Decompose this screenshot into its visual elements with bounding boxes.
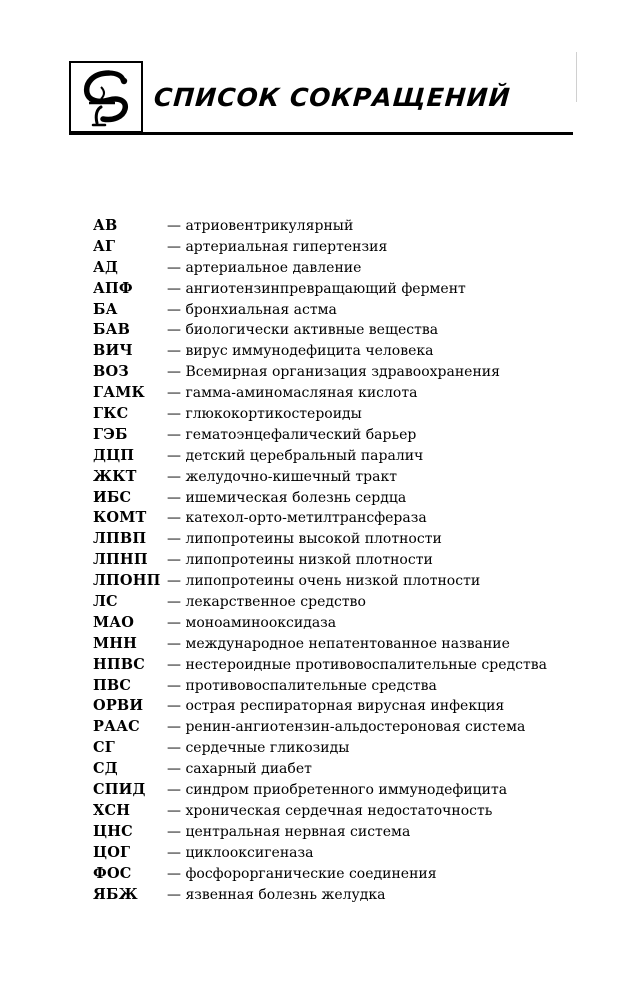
abbreviation-definition: — международное непатентованное название bbox=[167, 635, 510, 652]
list-item bbox=[93, 467, 547, 488]
list-item bbox=[93, 446, 547, 467]
abbreviation-term: ХСН bbox=[93, 801, 131, 819]
abbreviation-term: ПВС bbox=[93, 676, 132, 694]
abbreviation-definition: — атриовентрикулярный bbox=[167, 218, 354, 234]
abbreviation-definition: — ренин-ангиотензин-альдостероновая система bbox=[167, 719, 526, 736]
abbreviation-term: МНН bbox=[93, 634, 138, 652]
page-header bbox=[69, 61, 573, 135]
abbreviation-term: ЛПОНП bbox=[93, 572, 161, 590]
list-item bbox=[93, 216, 547, 237]
abbreviation-term: АВ bbox=[93, 217, 118, 234]
abbreviation-term: ЛПНП bbox=[93, 551, 148, 569]
list-item bbox=[93, 320, 547, 341]
abbreviation-definition: — биологически активные вещества bbox=[167, 322, 439, 339]
abbreviation-term: ЦОГ bbox=[93, 843, 131, 861]
list-item bbox=[93, 362, 547, 383]
abbreviation-term: НПВС bbox=[93, 655, 145, 673]
abbreviation-definition: — синдром приобретенного иммунодефицита bbox=[167, 782, 508, 799]
list-item bbox=[93, 550, 547, 571]
abbreviation-definition: — бронхиальная астма bbox=[167, 301, 337, 318]
list-item bbox=[93, 885, 547, 906]
list-item bbox=[93, 300, 547, 321]
abbreviation-definition: — детский церебральный паралич bbox=[167, 447, 424, 464]
abbreviation-definition: — ишемическая болезнь сердца bbox=[167, 489, 407, 506]
list-item bbox=[93, 676, 547, 697]
abbreviation-definition: — сахарный диабет bbox=[167, 761, 312, 778]
abbreviation-term: ЛС bbox=[93, 593, 118, 611]
list-item bbox=[93, 780, 547, 801]
abbreviation-definition: — центральная нервная система bbox=[167, 823, 411, 840]
list-item bbox=[93, 529, 547, 550]
list-item bbox=[93, 717, 547, 738]
abbreviation-term: РААС bbox=[93, 718, 140, 736]
list-item bbox=[93, 341, 547, 362]
abbreviation-definition: — ангиотензинпревращающий фермент bbox=[167, 280, 466, 297]
abbreviation-term: ЖКТ bbox=[93, 467, 137, 485]
abbreviation-term: ГЭБ bbox=[93, 425, 128, 443]
abbreviation-definition: — противовоспалительные средства bbox=[167, 677, 437, 694]
list-item bbox=[93, 488, 547, 509]
abbreviation-term: ДЦП bbox=[93, 446, 135, 464]
list-item bbox=[93, 571, 547, 592]
abbreviation-term: ОРВИ bbox=[93, 697, 144, 715]
abbreviation-definition: — липопротеины высокой плотности bbox=[167, 531, 442, 548]
header-rule bbox=[69, 132, 573, 135]
page-edge-mark bbox=[576, 52, 577, 102]
list-item bbox=[93, 237, 547, 258]
abbreviation-definition: — фосфорорганические соединения bbox=[167, 865, 437, 882]
abbreviation-term: ИБС bbox=[93, 488, 132, 506]
abbreviation-definition: — лекарственное средство bbox=[167, 594, 366, 611]
abbreviation-definition: — катехол-орто-метилтрансфераза bbox=[167, 510, 427, 527]
list-item bbox=[93, 592, 547, 613]
abbreviation-definition: — липопротеины низкой плотности bbox=[167, 552, 433, 569]
abbreviation-term: ВОЗ bbox=[93, 363, 129, 381]
abbreviation-term: СД bbox=[93, 760, 118, 778]
list-item bbox=[93, 738, 547, 759]
abbreviation-term: БАВ bbox=[93, 321, 131, 339]
abbreviation-term: ФОС bbox=[93, 864, 132, 882]
abbreviation-term: АД bbox=[93, 258, 119, 276]
abbreviation-term: ЯБЖ bbox=[93, 885, 138, 903]
list-item bbox=[93, 508, 547, 529]
abbreviation-term: МАО bbox=[93, 613, 135, 631]
abbreviation-definition: — циклооксигеназа bbox=[167, 844, 314, 861]
abbreviation-term: ГКС bbox=[93, 405, 129, 423]
abbreviation-definition: — нестероидные противовоспалительные средства bbox=[167, 656, 547, 673]
abbreviation-term: ЦНС bbox=[93, 822, 133, 840]
abbreviation-definition: — сердечные гликозиды bbox=[167, 740, 350, 757]
abbreviation-definition: — глюкокортикостероиды bbox=[167, 406, 362, 423]
abbreviation-definition: — гематоэнцефалический барьер bbox=[167, 426, 417, 443]
list-item bbox=[93, 279, 547, 300]
list-item bbox=[93, 634, 547, 655]
abbreviation-term: ГАМК bbox=[93, 384, 145, 402]
list-item bbox=[93, 655, 547, 676]
list-item bbox=[93, 822, 547, 843]
abbreviation-term: ВИЧ bbox=[93, 342, 133, 360]
list-item bbox=[93, 425, 547, 446]
list-item bbox=[93, 759, 547, 780]
list-item bbox=[93, 696, 547, 717]
abbreviation-term: СГ bbox=[93, 739, 115, 757]
list-item bbox=[93, 801, 547, 822]
abbreviation-term: КОМТ bbox=[93, 509, 147, 527]
list-item bbox=[93, 258, 547, 279]
logo-box bbox=[69, 61, 143, 133]
list-item bbox=[93, 383, 547, 404]
abbreviation-definition: — липопротеины очень низкой плотности bbox=[167, 573, 481, 590]
list-item bbox=[93, 404, 547, 425]
abbreviation-term: ЛПВП bbox=[93, 530, 147, 548]
abbreviation-definition: — язвенная болезнь желудка bbox=[167, 886, 386, 903]
list-item bbox=[93, 613, 547, 634]
page-title: СПИСОК СОКРАЩЕНИЙ bbox=[152, 83, 512, 112]
abbreviation-definition: — вирус иммунодефицита человека bbox=[167, 343, 434, 360]
abbreviation-term: АГ bbox=[93, 237, 116, 255]
abbreviation-term: АПФ bbox=[93, 279, 133, 297]
abbreviation-definition: — гамма-аминомасляная кислота bbox=[167, 385, 418, 402]
abbreviation-definition: — желудочно-кишечный тракт bbox=[167, 468, 397, 485]
abbreviation-term: СПИД bbox=[93, 781, 146, 799]
abbreviation-definition: — хроническая сердечная недостаточность bbox=[167, 802, 493, 819]
caduceus-serpent-icon bbox=[75, 67, 137, 129]
list-item bbox=[93, 864, 547, 885]
abbreviation-definition: — артериальная гипертензия bbox=[167, 238, 388, 255]
abbreviation-definition: — острая респираторная вирусная инфекция bbox=[167, 698, 505, 715]
abbreviation-term: БА bbox=[93, 300, 118, 318]
list-item bbox=[93, 843, 547, 864]
abbreviation-definition: — артериальное давление bbox=[167, 259, 362, 276]
abbreviation-list bbox=[93, 216, 547, 905]
abbreviation-definition: — Всемирная организация здравоохранения bbox=[167, 364, 500, 381]
abbreviation-definition: — моноаминооксидаза bbox=[167, 614, 337, 631]
